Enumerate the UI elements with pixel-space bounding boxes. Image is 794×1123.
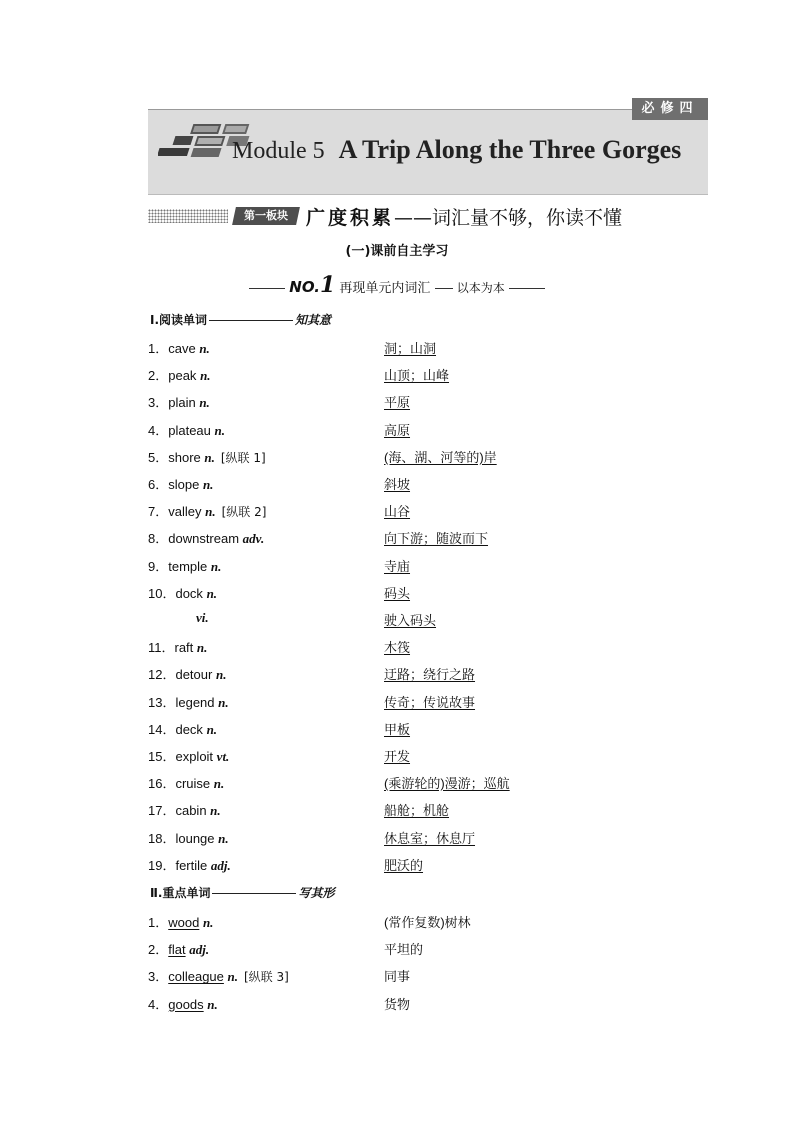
english-word: detour [175, 667, 213, 683]
part-of-speech: n. [202, 477, 214, 492]
english-word: cruise [175, 776, 211, 792]
word-row [148, 338, 708, 358]
english-word: lounge [175, 830, 215, 846]
english-word: shore [168, 449, 201, 465]
chinese-meaning: 平原 [384, 395, 411, 411]
chinese-meaning: 肥沃的 [384, 857, 424, 873]
english-word: flat [168, 942, 186, 958]
cross-reference-note: [纵联 2] [221, 505, 267, 520]
item-number: 5． [148, 449, 169, 465]
word-entry [148, 637, 207, 656]
word-entry [148, 855, 231, 874]
english-word: temple [168, 558, 208, 574]
part1-heading: Ⅰ.阅读单词 知其意 [150, 313, 332, 327]
word-row [148, 912, 708, 932]
english-word: goods [168, 996, 204, 1012]
part-of-speech: n. [227, 969, 238, 985]
cross-reference-note: [纵联 3] [244, 970, 289, 985]
item-number: 12． [148, 667, 176, 683]
chinese-meaning: 木筏 [384, 640, 411, 656]
english-word: plateau [168, 422, 211, 438]
part-of-speech: n. [199, 341, 210, 356]
word-row [148, 365, 708, 385]
word-entry [148, 528, 264, 547]
word-row [148, 800, 708, 820]
part-of-speech: n. [202, 915, 214, 930]
part-of-speech: adv. [242, 531, 265, 547]
word-row [148, 501, 708, 521]
item-number: 8． [148, 531, 169, 547]
chinese-meaning: (乘游轮的)漫游；巡航 [384, 776, 510, 792]
textbook-badge: 必修四 [632, 98, 708, 120]
chinese-meaning: (常作复数)树林 [384, 915, 471, 930]
word-row [148, 939, 708, 959]
part-of-speech: n. [205, 504, 216, 520]
item-number: 19． [148, 857, 176, 873]
chinese-meaning: 开发 [384, 749, 411, 764]
chinese-meaning: 船舱；机舱 [384, 803, 450, 819]
part-of-speech: n. [210, 558, 222, 574]
chinese-meaning: 向下游；随波而下 [384, 531, 489, 547]
chinese-meaning: 传奇；传说故事 [384, 694, 476, 710]
item-number: 14． [148, 721, 176, 737]
chinese-meaning: 迂路；绕行之路 [384, 667, 476, 683]
item-number: 15． [148, 749, 176, 764]
item-number: 3． [148, 395, 169, 411]
item-number: 2． [148, 942, 169, 958]
module-name: A Trip Along the Three Gorges [338, 135, 682, 164]
part-of-speech: n. [206, 585, 218, 601]
part-of-speech: n. [214, 422, 225, 438]
part-of-speech: vt. [216, 749, 230, 764]
word-entry [148, 912, 213, 931]
item-number: 2． [148, 368, 169, 384]
word-row [148, 637, 708, 657]
part-of-speech: n. [218, 830, 229, 846]
word-row [148, 746, 708, 766]
word-row [148, 583, 708, 603]
chinese-meaning: 洞；山洞 [384, 341, 437, 356]
word-entry [148, 719, 217, 738]
english-word: plain [168, 395, 196, 411]
english-word: wood [168, 915, 200, 930]
part-of-speech: n. [196, 640, 208, 656]
part-of-speech: n. [200, 368, 211, 384]
word-row [148, 719, 708, 739]
module-title [232, 135, 681, 165]
part-of-speech: n. [206, 721, 218, 737]
chinese-meaning: 同事 [384, 969, 411, 985]
part-of-speech: adj. [189, 942, 210, 958]
chinese-meaning: 货物 [384, 996, 411, 1012]
part-of-speech: n. [210, 803, 221, 819]
chinese-meaning: 驶入码头 [384, 613, 437, 628]
word-entry [148, 692, 229, 711]
word-entry [148, 939, 209, 958]
part-of-speech: n. [204, 449, 215, 465]
english-word: cave [168, 341, 196, 356]
item-number: 4． [148, 422, 169, 438]
chinese-meaning: 寺庙 [384, 558, 411, 574]
word-entry [148, 556, 221, 575]
item-number: 4． [148, 996, 169, 1012]
item-number: 3． [148, 969, 169, 985]
part-of-speech: n. [207, 996, 218, 1012]
chinese-meaning: 码头 [384, 585, 411, 601]
word-entry [148, 583, 217, 602]
english-word: dock [175, 585, 203, 601]
english-word: fertile [175, 857, 208, 873]
no1-heading: NO.1 再现单元内词汇 以本为本 [0, 272, 794, 298]
chinese-meaning: 山顶；山峰 [384, 368, 450, 384]
english-word: legend [175, 694, 215, 710]
word-row [148, 392, 708, 412]
word-row [148, 528, 708, 548]
word-row [148, 828, 708, 848]
english-word: cabin [175, 803, 207, 819]
item-number: 1． [148, 915, 169, 930]
item-number: 9． [148, 558, 169, 574]
chinese-meaning: 平坦的 [384, 942, 424, 958]
word-entry [148, 800, 221, 819]
module-number: Module 5 [232, 138, 325, 164]
word-row [148, 692, 708, 712]
item-number: 17． [148, 803, 176, 819]
english-word: peak [168, 368, 197, 384]
chinese-meaning: 山谷 [384, 504, 411, 520]
item-number: 16． [148, 776, 176, 792]
part-of-speech: adj. [210, 857, 231, 873]
english-word: slope [168, 477, 200, 492]
word-row [148, 556, 708, 576]
word-row [148, 420, 708, 440]
item-number: 18． [148, 830, 176, 846]
english-word: raft [174, 640, 194, 656]
word-entry [148, 474, 213, 493]
english-word: deck [175, 721, 203, 737]
chinese-meaning: (海、湖、河等的)岸 [384, 449, 497, 465]
word-entry [148, 365, 211, 384]
word-entry [148, 392, 210, 411]
part-of-speech: n. [199, 395, 210, 411]
section-tag: 第一板块 [232, 207, 300, 225]
part-of-speech: vi. [196, 610, 209, 625]
word-entry [148, 828, 229, 847]
word-entry [148, 966, 289, 985]
english-word: downstream [168, 531, 240, 547]
word-entry [196, 610, 209, 626]
word-row [148, 474, 708, 494]
word-entry [148, 773, 224, 792]
word-row [148, 664, 708, 684]
english-word: valley [168, 504, 202, 520]
part-of-speech: n. [218, 694, 229, 710]
word-entry [148, 420, 225, 439]
item-number: 13． [148, 694, 176, 710]
item-number: 1． [148, 341, 169, 356]
word-row [148, 994, 708, 1014]
section-title: 广度积累——词汇量不够，你读不懂 [306, 207, 623, 229]
section-header [148, 203, 708, 231]
item-number: 11． [148, 640, 175, 656]
word-entry [148, 501, 266, 520]
chinese-meaning: 斜坡 [384, 477, 411, 492]
word-row [148, 855, 708, 875]
part-of-speech: n. [213, 776, 225, 792]
subsection-title: (一)课前自主学习 [345, 244, 449, 259]
word-entry [148, 746, 229, 765]
item-number: 7． [148, 504, 169, 520]
cross-reference-note: [纵联 1] [220, 450, 266, 465]
chinese-meaning: 甲板 [384, 721, 411, 737]
dotted-decoration [148, 209, 228, 223]
chinese-meaning: 休息室；休息厅 [384, 830, 476, 846]
word-entry [148, 664, 226, 683]
english-word: colleague [168, 969, 224, 985]
word-entry [148, 338, 210, 357]
word-entry [148, 447, 266, 466]
item-number: 10． [148, 585, 176, 601]
part-of-speech: n. [215, 667, 227, 683]
word-row [148, 966, 708, 986]
word-row [148, 773, 708, 793]
word-row [148, 610, 708, 630]
english-word: exploit [175, 749, 214, 764]
chinese-meaning: 高原 [384, 422, 411, 438]
word-row [148, 447, 708, 467]
part2-heading: Ⅱ.重点单词 写其形 [150, 886, 335, 900]
word-entry [148, 994, 218, 1013]
item-number: 6． [148, 477, 169, 492]
